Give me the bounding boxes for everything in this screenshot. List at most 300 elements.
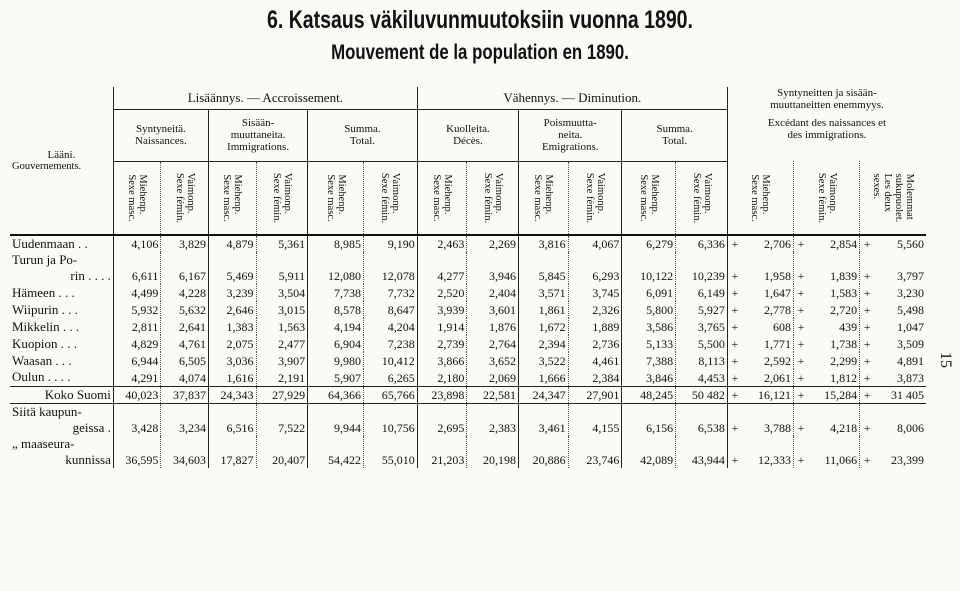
sign-cell: +	[727, 386, 741, 403]
table-cell: 37,837	[161, 386, 209, 403]
sign-cell: +	[727, 369, 741, 386]
excedant-label-2: des immigrations.	[787, 129, 867, 141]
table-cell: 4,228	[161, 284, 209, 301]
table-row	[10, 301, 926, 318]
table-cell: 9,944	[308, 403, 364, 436]
table-cell: 23,399	[891, 452, 924, 467]
table-cell: 36,595	[113, 436, 161, 468]
row-label-line: „ maaseura-	[12, 435, 75, 451]
row-label	[10, 235, 113, 252]
table-cell: 5,932	[113, 301, 161, 318]
table-cell: 2,592	[764, 354, 792, 368]
table-cell: 24,343	[208, 386, 256, 403]
table-cell: 2,706	[764, 237, 792, 251]
table-cell: 6,156	[622, 403, 676, 436]
laani-label: Lääni.	[47, 149, 76, 161]
table-cell: 1,839	[830, 269, 858, 283]
table-cell: 1,958	[764, 269, 792, 283]
table-cell: 7,388	[622, 352, 676, 369]
col-sex-fem	[256, 161, 308, 235]
table-cell: 2,299	[830, 354, 858, 368]
lisaannys-header: Lisäännys. — Accroissement.	[113, 87, 417, 109]
table-cell: 65,766	[363, 386, 417, 403]
sign-cell: +	[727, 252, 741, 284]
table-cell: 7,522	[256, 403, 308, 436]
table-cell: 8,113	[676, 352, 728, 369]
row-label-line: Kuopion . . .	[12, 335, 77, 351]
row-label	[10, 436, 113, 468]
table-cell: 2,854	[830, 237, 858, 251]
sign-cell: +	[727, 284, 741, 301]
table-cell: 34,603	[161, 436, 209, 468]
table-cell: 2,404	[467, 284, 519, 301]
sexe-femin-label: Sexe fémin.	[584, 172, 596, 223]
table-cell: 3,846	[622, 369, 676, 386]
table-cell: 9,190	[363, 235, 417, 252]
miehenp-label: Miehenp.	[648, 174, 660, 215]
emigrations-label: Emigrations.	[541, 141, 599, 153]
row-label	[10, 252, 113, 284]
table-cell: 3,829	[161, 235, 209, 252]
table-cell: 1,583	[830, 286, 858, 300]
table-cell: 3,586	[622, 318, 676, 335]
row-label	[10, 301, 113, 318]
sign-cell: +	[794, 318, 808, 335]
table-cell: 4,291	[113, 369, 161, 386]
table-cell: 2,778	[764, 303, 792, 317]
miehenp-label: Miehenp.	[442, 174, 454, 215]
table-cell: 6,516	[208, 403, 256, 436]
poismuutta-header	[519, 109, 622, 161]
sign-cell: +	[794, 235, 808, 252]
table-cell: 8,578	[308, 301, 364, 318]
table-cell: 4,074	[161, 369, 209, 386]
vaimonp-label: Vaimonp.	[281, 172, 293, 214]
sign-cell: +	[727, 403, 741, 436]
sisaan-label-2: muuttaneita.	[230, 129, 286, 141]
table-cell: 8,985	[308, 235, 364, 252]
table-cell: 16,121	[758, 387, 792, 402]
col-excess-both	[860, 161, 926, 235]
total2-label: Total.	[662, 135, 688, 147]
table-cell: 27,929	[256, 386, 308, 403]
table-cell: 2,269	[467, 235, 519, 252]
table-cell: 4,461	[568, 352, 622, 369]
row-label-line: kunnissa	[65, 451, 111, 467]
table-cell: 3,522	[519, 352, 569, 369]
sign-cell: +	[727, 318, 741, 335]
table-row	[10, 369, 926, 386]
col-sex-fem	[363, 161, 417, 235]
sign-cell: +	[860, 318, 874, 335]
sign-cell: +	[860, 235, 874, 252]
table-row	[10, 352, 926, 369]
table-cell: 2,477	[256, 335, 308, 352]
table-cell: 6,091	[622, 284, 676, 301]
row-label-line: Hämeen . . .	[12, 284, 75, 300]
miehenp-label: Miehenp.	[335, 174, 347, 215]
row-label-line: rin . . . .	[70, 268, 111, 283]
sign-cell: +	[860, 436, 874, 468]
table-cell: 12,333	[758, 452, 792, 467]
table-cell: 10,239	[676, 252, 728, 284]
table-cell: 23,746	[568, 436, 622, 468]
excess-header	[727, 87, 926, 161]
table-cell: 3,873	[897, 370, 924, 385]
table-cell: 12,080	[308, 252, 364, 284]
deces-label: Décès.	[453, 135, 483, 147]
sign-cell: +	[727, 335, 741, 352]
sign-cell: +	[860, 386, 874, 403]
table-cell: 27,901	[568, 386, 622, 403]
table-cell: 2,394	[519, 335, 569, 352]
table-cell: 3,797	[897, 269, 924, 283]
table-cell: 3,939	[417, 301, 467, 318]
table-cell: 7,732	[363, 284, 417, 301]
table-cell: 4,204	[363, 318, 417, 335]
table-cell: 1,383	[208, 318, 256, 335]
table-cell: 439	[839, 320, 858, 334]
sign-cell: +	[860, 335, 874, 352]
row-label-line: Turun ja Po-	[12, 252, 78, 267]
sign-cell: +	[860, 284, 874, 301]
sukupuolet-label: sukupuolet.	[893, 173, 905, 222]
syntyneitten-label-1: Syntyneitten ja sisään-	[777, 87, 877, 99]
table-cell: 6,167	[161, 252, 209, 284]
table-cell: 3,015	[256, 301, 308, 318]
sign-cell: +	[794, 436, 808, 468]
table-cell: 10,412	[363, 352, 417, 369]
table-cell: 4,067	[568, 235, 622, 252]
summa-label: Summa.	[344, 123, 381, 135]
table-cell: 54,422	[308, 436, 364, 468]
table-cell: 2,463	[417, 235, 467, 252]
table-cell: 2,720	[830, 303, 858, 317]
syntyneitten-label-2: muuttaneitten enemmyys.	[770, 99, 884, 111]
row-label-line: Oulun . . . .	[12, 369, 71, 385]
col-sex-masc	[417, 161, 467, 235]
table-cell: 6,279	[622, 235, 676, 252]
sexe-masc-label: Sexe masc.	[431, 174, 443, 222]
table-cell: 8,647	[363, 301, 417, 318]
naissances-label: Naissances.	[135, 135, 187, 147]
table-cell: 2,811	[113, 318, 161, 335]
table-cell: 2,180	[417, 369, 467, 386]
row-label-line: Wiipurin . . .	[12, 301, 78, 317]
vaimonp-label: Vaimonp.	[390, 172, 402, 214]
table-cell: 3,234	[161, 403, 209, 436]
table-cell: 1,876	[467, 318, 519, 335]
sexe-femin-label: Sexe fémin.	[379, 172, 391, 223]
row-label	[10, 369, 113, 386]
sexe-masc-label: Sexe masc.	[221, 174, 233, 222]
poismuutta-label-1: Poismuutta-	[543, 117, 597, 129]
syntyneita-label: Syntyneitä.	[136, 123, 186, 135]
col-sex-fem	[467, 161, 519, 235]
vaimonp-label: Vaimonp.	[701, 172, 713, 214]
table-cell: 1,616	[208, 369, 256, 386]
col-sex-masc	[622, 161, 676, 235]
col-sex-masc	[113, 161, 161, 235]
sexe-masc-label: Sexe masc.	[532, 174, 544, 222]
sisaan-label-1: Sisään-	[241, 117, 275, 129]
sexe-femin-label: Sexe fémin.	[690, 172, 702, 223]
table-cell: 2,695	[417, 403, 467, 436]
table-cell: 3,239	[208, 284, 256, 301]
table-cell: 2,739	[417, 335, 467, 352]
table-cell: 20,407	[256, 436, 308, 468]
table-cell: 608	[773, 320, 792, 334]
table-cell: 2,383	[467, 403, 519, 436]
total-row	[10, 386, 926, 403]
table-cell: 1,861	[519, 301, 569, 318]
sign-cell: +	[727, 352, 741, 369]
sign-cell: +	[727, 301, 741, 318]
col-sex-masc	[208, 161, 256, 235]
table-cell: 6,611	[113, 252, 161, 284]
table-cell: 5,500	[676, 335, 728, 352]
table-cell: 1,666	[519, 369, 569, 386]
table-body	[10, 235, 926, 468]
table-cell: 3,461	[519, 403, 569, 436]
sexe-femin-label: Sexe fémin.	[270, 172, 282, 223]
table-cell: 4,453	[676, 369, 728, 386]
row-label-line: Mikkelin . . .	[12, 318, 80, 334]
table-cell: 5,845	[519, 252, 569, 284]
row-label-line: Waasan . . .	[12, 352, 72, 368]
les-deux-label: Les deux	[882, 173, 894, 212]
table-cell: 4,194	[308, 318, 364, 335]
table-cell: 5,632	[161, 301, 209, 318]
table-cell: 21,203	[417, 436, 467, 468]
table-cell: 3,504	[256, 284, 308, 301]
summa2-header	[622, 109, 727, 161]
table-cell: 4,761	[161, 335, 209, 352]
table-cell: 6,265	[363, 369, 417, 386]
table-cell: 43,944	[676, 436, 728, 468]
table-cell: 1,812	[830, 370, 858, 385]
sign-cell: +	[794, 252, 808, 284]
sign-cell: +	[794, 403, 808, 436]
table-cell: 2,384	[568, 369, 622, 386]
table-cell: 11,066	[824, 452, 858, 467]
table-cell: 2,736	[568, 335, 622, 352]
table-cell: 3,509	[897, 337, 924, 351]
table-cell: 1,647	[764, 286, 792, 300]
table-cell: 22,581	[467, 386, 519, 403]
table-cell: 5,469	[208, 252, 256, 284]
table-cell: 6,336	[676, 235, 728, 252]
sign-cell: +	[860, 301, 874, 318]
vaimonp-label: Vaimonp.	[595, 172, 607, 214]
gouvernements-header: Gouvernements.	[10, 161, 113, 235]
table-cell: 2,075	[208, 335, 256, 352]
table-cell: 1,889	[568, 318, 622, 335]
molemmat-label: Molemmat	[904, 173, 916, 220]
row-label-line: Siitä kaupun-	[12, 403, 82, 419]
miehenp-label: Miehenp.	[760, 173, 772, 214]
immigrations-label: Immigrations.	[227, 141, 290, 153]
table-row	[10, 318, 926, 335]
miehenp-label: Miehenp.	[543, 174, 555, 215]
table-cell: 3,571	[519, 284, 569, 301]
table-cell: 2,191	[256, 369, 308, 386]
col-excess-fem	[794, 161, 860, 235]
table-row	[10, 284, 926, 301]
sign-cell: +	[727, 436, 741, 468]
table-cell: 24,347	[519, 386, 569, 403]
vaimonp-label: Vaimonp.	[826, 172, 838, 213]
vahennys-header: Vähennys. — Diminution.	[417, 87, 727, 109]
table-cell: 3,765	[676, 318, 728, 335]
sexe-femin-label: Sexe fémin.	[815, 172, 827, 223]
table-cell: 3,788	[764, 420, 792, 435]
table-cell: 3,907	[256, 352, 308, 369]
summa-header	[308, 109, 418, 161]
table-row	[10, 235, 926, 252]
col-sex-masc	[308, 161, 364, 235]
table-cell: 42,089	[622, 436, 676, 468]
table-cell: 6,944	[113, 352, 161, 369]
kuolleita-label: Kuolleita.	[446, 123, 490, 135]
table-cell: 4,891	[897, 354, 924, 368]
sexe-masc-label: Sexe masc.	[126, 174, 138, 222]
table-cell: 4,499	[113, 284, 161, 301]
row-label	[10, 284, 113, 301]
table-cell: 4,879	[208, 235, 256, 252]
row-label-line: Koko Suomi	[44, 386, 111, 402]
table-cell: 6,293	[568, 252, 622, 284]
table-cell: 5,498	[897, 303, 924, 317]
table-cell: 6,149	[676, 284, 728, 301]
row-label	[10, 335, 113, 352]
sexe-femin-label: Sexe fémin.	[481, 172, 493, 223]
page-number: 15	[937, 352, 954, 368]
table-row	[10, 335, 926, 352]
table-cell: 12,078	[363, 252, 417, 284]
table-cell: 9,980	[308, 352, 364, 369]
table-row	[10, 403, 926, 436]
table-cell: 4,218	[830, 420, 858, 435]
sign-cell: +	[794, 386, 808, 403]
sexe-masc-label: Sexe masc.	[324, 174, 336, 222]
table-cell: 7,738	[308, 284, 364, 301]
sexe-masc-label: Sexe masc.	[749, 173, 761, 222]
table-cell: 4,106	[113, 235, 161, 252]
miehenp-label: Miehenp.	[137, 174, 149, 215]
table-cell: 31 405	[891, 387, 924, 402]
table-cell: 2,069	[467, 369, 519, 386]
table-cell: 3,428	[113, 403, 161, 436]
vaimonp-label: Vaimonp.	[492, 172, 504, 214]
row-label	[10, 352, 113, 369]
table-cell: 3,036	[208, 352, 256, 369]
sign-cell: +	[794, 369, 808, 386]
sign-cell: +	[860, 403, 874, 436]
table-cell: 4,277	[417, 252, 467, 284]
table-cell: 5,133	[622, 335, 676, 352]
table-cell: 2,764	[467, 335, 519, 352]
sexe-femin-label: Sexe fémin.	[173, 172, 185, 223]
excedant-label-1: Excédant des naissances et	[767, 117, 887, 129]
table-cell: 1,738	[830, 337, 858, 351]
sign-cell: +	[794, 335, 808, 352]
table-cell: 7,238	[363, 335, 417, 352]
sign-cell: +	[860, 369, 874, 386]
table-cell: 20,198	[467, 436, 519, 468]
sign-cell: +	[860, 352, 874, 369]
table-cell: 1,047	[897, 320, 924, 334]
col-excess-masc	[727, 161, 793, 235]
sisaan-header	[208, 109, 307, 161]
table-cell: 3,866	[417, 352, 467, 369]
miehenp-label: Miehenp.	[232, 174, 244, 215]
table-cell: 1,771	[764, 337, 792, 351]
table-cell: 5,911	[256, 252, 308, 284]
table-row	[10, 436, 926, 468]
col-sex-fem	[161, 161, 209, 235]
col-sex-fem	[676, 161, 728, 235]
table-cell: 3,230	[897, 286, 924, 300]
row-label	[10, 403, 113, 436]
table-cell: 40,023	[113, 386, 161, 403]
sign-cell: +	[794, 284, 808, 301]
table-cell: 10,122	[622, 252, 676, 284]
table-cell: 5,361	[256, 235, 308, 252]
table-cell: 48,245	[622, 386, 676, 403]
table-cell: 3,745	[568, 284, 622, 301]
table-cell: 4,155	[568, 403, 622, 436]
table-cell: 6,538	[676, 403, 728, 436]
table-cell: 17,827	[208, 436, 256, 468]
sign-cell: +	[794, 352, 808, 369]
row-label-line: geissa .	[72, 419, 111, 435]
poismuutta-label-2: neita.	[558, 129, 583, 141]
table-cell: 3,816	[519, 235, 569, 252]
table-cell: 4,829	[113, 335, 161, 352]
row-label	[10, 386, 113, 403]
col-sex-fem	[568, 161, 622, 235]
table-cell: 5,560	[897, 237, 924, 251]
total-label: Total.	[349, 135, 376, 147]
table-cell: 64,366	[308, 386, 364, 403]
table-cell: 2,520	[417, 284, 467, 301]
table-cell: 15,284	[824, 387, 858, 402]
table-row	[10, 252, 926, 284]
laani-header	[10, 87, 113, 161]
table-cell: 2,641	[161, 318, 209, 335]
table-cell: 1,672	[519, 318, 569, 335]
table-cell: 3,652	[467, 352, 519, 369]
page-title: 6. Katsaus väkiluvunmuutoksiin vuonna 1890.	[267, 6, 693, 34]
table-cell: 5,907	[308, 369, 364, 386]
table-cell: 6,904	[308, 335, 364, 352]
table-cell: 8,006	[897, 420, 924, 435]
table-cell: 23,898	[417, 386, 467, 403]
sign-cell: +	[727, 235, 741, 252]
summa2-label: Summa.	[656, 123, 693, 135]
table-cell: 3,946	[467, 252, 519, 284]
table-cell: 2,326	[568, 301, 622, 318]
table-cell: 2,646	[208, 301, 256, 318]
table-cell: 1,563	[256, 318, 308, 335]
syntyneita-header	[113, 109, 208, 161]
row-label-line: Uudenmaan . .	[12, 236, 88, 251]
table-cell: 1,914	[417, 318, 467, 335]
table-cell: 10,756	[363, 403, 417, 436]
kuolleita-header	[417, 109, 518, 161]
population-table	[10, 87, 926, 468]
